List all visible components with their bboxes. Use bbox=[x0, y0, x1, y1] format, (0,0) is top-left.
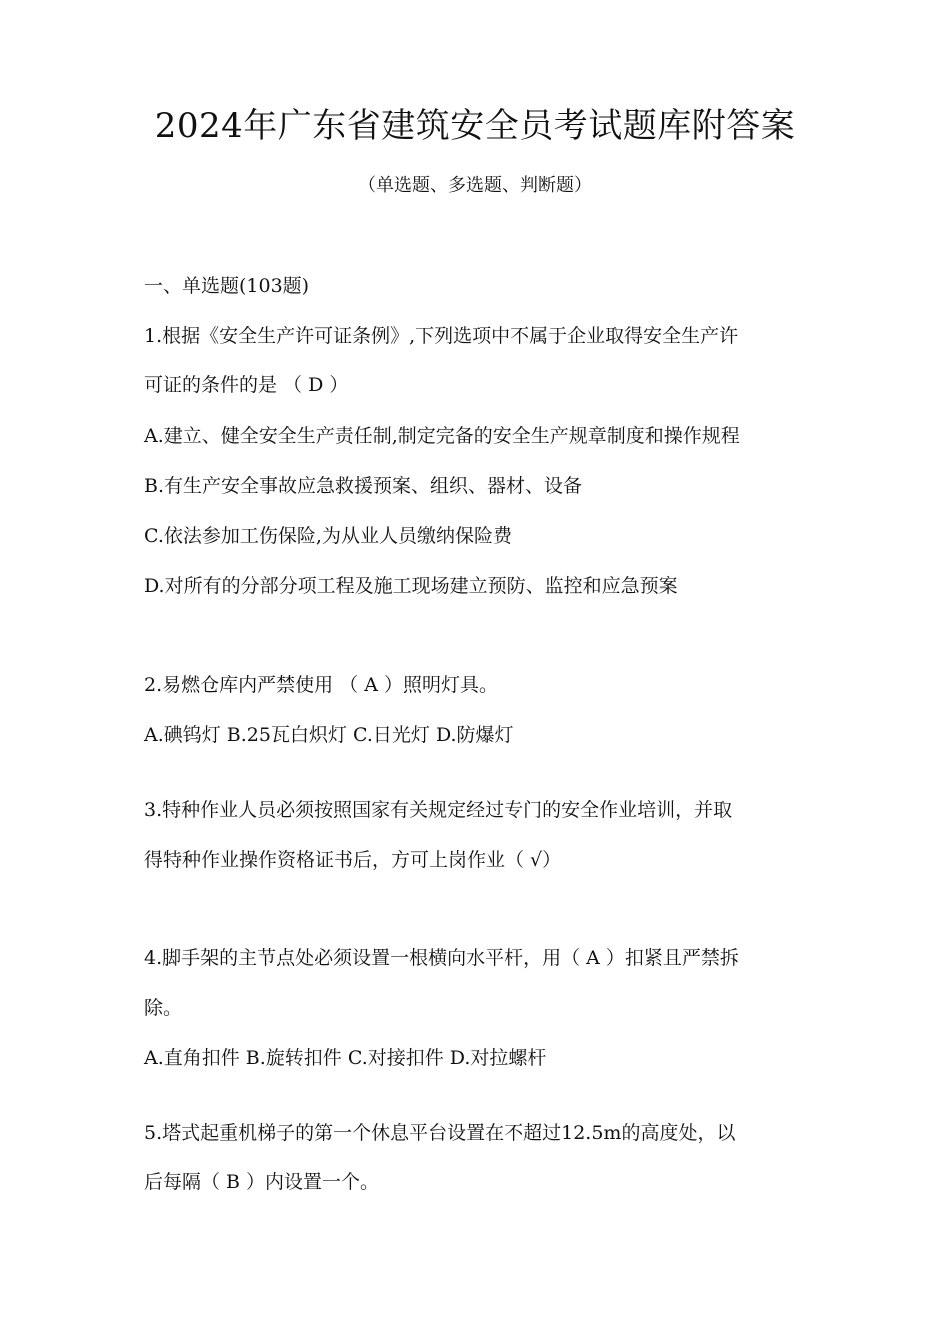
document-subtitle: （单选题、多选题、判断题） bbox=[358, 175, 592, 196]
document-title: 2024年广东省建筑安全员考试题库附答案 bbox=[154, 106, 796, 146]
question-2-options: A.碘钨灯 B.25瓦白炽灯 C.日光灯 D.防爆灯 bbox=[144, 724, 514, 746]
question-1-option-a: A.建立、健全安全生产责任制,制定完备的安全生产规章制度和操作规程 bbox=[144, 425, 740, 447]
question-4-line-1: 4.脚手架的主节点处必须设置一根横向水平杆，用（ A ）扣紧且严禁拆 bbox=[144, 947, 739, 969]
question-3-line-1: 3.特种作业人员必须按照国家有关规定经过专门的安全作业培训，并取 bbox=[144, 799, 733, 821]
section-heading: 一、单选题(103题) bbox=[144, 275, 310, 297]
question-1-option-b: B.有生产安全事故应急救援预案、组织、器材、设备 bbox=[144, 475, 583, 497]
question-3-line-2: 得特种作业操作资格证书后，方可上岗作业（ √） bbox=[144, 849, 562, 871]
question-1-option-d: D.对所有的分部分项工程及施工现场建立预防、监控和应急预案 bbox=[144, 575, 678, 597]
question-5-line-1: 5.塔式起重机梯子的第一个休息平台设置在不超过12.5m的高度处，以 bbox=[144, 1122, 736, 1144]
question-1-option-c: C.依法参加工伤保险,为从业人员缴纳保险费 bbox=[144, 525, 512, 547]
question-5-line-2: 后每隔（ B ）内设置一个。 bbox=[144, 1171, 380, 1193]
question-4-line-2: 除。 bbox=[144, 997, 183, 1019]
question-4-options: A.直角扣件 B.旋转扣件 C.对接扣件 D.对拉螺杆 bbox=[144, 1047, 547, 1069]
question-1-line-2: 可证的条件的是 （ D ） bbox=[144, 374, 349, 396]
question-1-line-1: 1.根据《安全生产许可证条例》,下列选项中不属于企业取得安全生产许 bbox=[144, 325, 739, 347]
question-2-line-1: 2.易燃仓库内严禁使用 （ A ）照明灯具。 bbox=[144, 674, 498, 696]
